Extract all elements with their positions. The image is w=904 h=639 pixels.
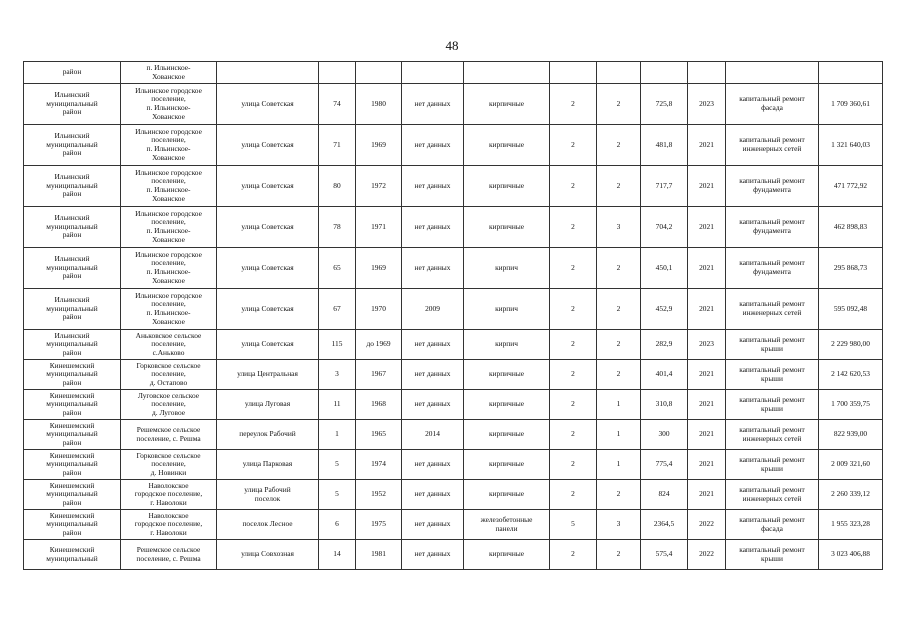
cell-cost: 595 092,48: [819, 289, 883, 330]
cell-overhaul-year: нет данных: [402, 510, 464, 540]
cell-district: район: [24, 62, 121, 84]
cell-area: 775,4: [641, 450, 688, 480]
cell-settlement: Ильинское городское поселение, п. Ильинское- Хованское: [121, 207, 217, 248]
table-row: [24, 420, 883, 450]
cell-entrances: 1: [597, 420, 641, 450]
cell-plan-year: 2021: [688, 390, 726, 420]
cell-settlement: Наволокское городское поселение, г. Наволоки: [121, 510, 217, 540]
cell-plan-year: 2021: [688, 480, 726, 510]
cell-plan-year: 2021: [688, 125, 726, 166]
cell-year-built: 1971: [356, 207, 402, 248]
cell-house: 71: [319, 125, 356, 166]
cell-cost: 1 709 360,61: [819, 84, 883, 125]
cell-cost: 462 898,83: [819, 207, 883, 248]
cell-area: 717,7: [641, 166, 688, 207]
cell-floors: 2: [550, 360, 597, 390]
cell-overhaul-year: 2014: [402, 420, 464, 450]
cell-area: 282,9: [641, 330, 688, 360]
cell-work: капитальный ремонт крыши: [726, 360, 819, 390]
cell-floors: 2: [550, 390, 597, 420]
cell-floors: 5: [550, 510, 597, 540]
cell-entrances: 2: [597, 360, 641, 390]
cell-street: улица Советская: [217, 166, 319, 207]
cell-floors: 2: [550, 289, 597, 330]
cell-house: 1: [319, 420, 356, 450]
cell-district: Кинешемский муниципальный: [24, 540, 121, 570]
table-row: [24, 248, 883, 289]
cell-settlement: Решемское сельское поселение, с. Решма: [121, 540, 217, 570]
table-row: [24, 330, 883, 360]
cell-year-built: 1972: [356, 166, 402, 207]
cell-floors: 2: [550, 420, 597, 450]
cell-work: капитальный ремонт инженерных сетей: [726, 480, 819, 510]
cell-house: 5: [319, 450, 356, 480]
cell-year-built: 1975: [356, 510, 402, 540]
cell-street: улица Совхозная: [217, 540, 319, 570]
cell-material: кирпич: [464, 248, 550, 289]
cell-settlement: Ильинское городское поселение, п. Ильинское- Хованское: [121, 166, 217, 207]
cell-house: 65: [319, 248, 356, 289]
cell-overhaul-year: нет данных: [402, 450, 464, 480]
cell-district: Ильинский муниципальный район: [24, 289, 121, 330]
cell-street: улица Советская: [217, 207, 319, 248]
cell-cost: 1 955 323,28: [819, 510, 883, 540]
cell-material: кирпичные: [464, 420, 550, 450]
cell-cost: [819, 62, 883, 84]
table-row: [24, 540, 883, 570]
table-row: [24, 166, 883, 207]
cell-year-built: 1965: [356, 420, 402, 450]
cell-year-built: 1969: [356, 125, 402, 166]
cell-area: 450,1: [641, 248, 688, 289]
cell-material: кирпич: [464, 330, 550, 360]
cell-entrances: 3: [597, 207, 641, 248]
cell-area: 725,8: [641, 84, 688, 125]
cell-settlement: Ильинское городское поселение, п. Ильинское- Хованское: [121, 125, 217, 166]
cell-year-built: 1967: [356, 360, 402, 390]
cell-area: 704,2: [641, 207, 688, 248]
cell-entrances: 2: [597, 480, 641, 510]
cell-district: Кинешемский муниципальный район: [24, 480, 121, 510]
cell-year-built: 1968: [356, 390, 402, 420]
cell-settlement: Решемское сельское поселение, с. Решма: [121, 420, 217, 450]
cell-cost: 3 023 406,88: [819, 540, 883, 570]
cell-material: кирпичные: [464, 540, 550, 570]
table-row: [24, 510, 883, 540]
cell-settlement: Луговское сельское поселение, д. Луговое: [121, 390, 217, 420]
cell-material: железобетонные панели: [464, 510, 550, 540]
cell-entrances: 2: [597, 289, 641, 330]
cell-district: Ильинский муниципальный район: [24, 125, 121, 166]
housing-repair-table: [23, 61, 883, 570]
cell-entrances: 1: [597, 390, 641, 420]
cell-settlement: Наволокское городское поселение, г. Наволоки: [121, 480, 217, 510]
cell-area: 300: [641, 420, 688, 450]
table-row: [24, 289, 883, 330]
cell-plan-year: 2021: [688, 289, 726, 330]
cell-overhaul-year: нет данных: [402, 166, 464, 207]
cell-floors: 2: [550, 84, 597, 125]
cell-cost: 2 260 339,12: [819, 480, 883, 510]
cell-material: кирпичные: [464, 84, 550, 125]
cell-overhaul-year: нет данных: [402, 84, 464, 125]
cell-house: 67: [319, 289, 356, 330]
cell-cost: 1 321 640,03: [819, 125, 883, 166]
cell-year-built: 1969: [356, 248, 402, 289]
cell-entrances: 2: [597, 166, 641, 207]
cell-overhaul-year: нет данных: [402, 248, 464, 289]
cell-floors: 2: [550, 207, 597, 248]
cell-work: капитальный ремонт фасада: [726, 510, 819, 540]
cell-overhaul-year: нет данных: [402, 480, 464, 510]
cell-overhaul-year: нет данных: [402, 390, 464, 420]
cell-entrances: [597, 62, 641, 84]
table-row: [24, 360, 883, 390]
cell-house: 11: [319, 390, 356, 420]
cell-plan-year: 2021: [688, 360, 726, 390]
cell-work: капитальный ремонт фундамента: [726, 248, 819, 289]
cell-material: кирпичные: [464, 450, 550, 480]
cell-street: поселок Лесное: [217, 510, 319, 540]
cell-house: 78: [319, 207, 356, 248]
cell-district: Кинешемский муниципальный район: [24, 450, 121, 480]
cell-entrances: 3: [597, 510, 641, 540]
cell-overhaul-year: нет данных: [402, 330, 464, 360]
cell-plan-year: [688, 62, 726, 84]
cell-area: 575,4: [641, 540, 688, 570]
cell-entrances: 2: [597, 330, 641, 360]
cell-area: 452,9: [641, 289, 688, 330]
cell-entrances: 2: [597, 125, 641, 166]
cell-work: капитальный ремонт инженерных сетей: [726, 420, 819, 450]
cell-cost: 1 700 359,75: [819, 390, 883, 420]
cell-settlement: Ильинское городское поселение, п. Ильинское- Хованское: [121, 289, 217, 330]
cell-plan-year: 2023: [688, 84, 726, 125]
cell-overhaul-year: 2009: [402, 289, 464, 330]
cell-plan-year: 2021: [688, 248, 726, 289]
table-row: [24, 480, 883, 510]
cell-overhaul-year: нет данных: [402, 540, 464, 570]
cell-material: кирпичные: [464, 125, 550, 166]
cell-year-built: 1952: [356, 480, 402, 510]
cell-cost: 822 939,00: [819, 420, 883, 450]
cell-settlement: Ильинское городское поселение, п. Ильинское- Хованское: [121, 248, 217, 289]
cell-plan-year: 2022: [688, 510, 726, 540]
cell-overhaul-year: [402, 62, 464, 84]
cell-floors: 2: [550, 248, 597, 289]
cell-settlement: Ильинское городское поселение, п. Ильинское- Хованское: [121, 84, 217, 125]
cell-street: улица Рабочий поселок: [217, 480, 319, 510]
cell-district: Кинешемский муниципальный район: [24, 510, 121, 540]
cell-district: Ильинский муниципальный район: [24, 166, 121, 207]
cell-area: 824: [641, 480, 688, 510]
cell-district: Кинешемский муниципальный район: [24, 360, 121, 390]
cell-floors: 2: [550, 480, 597, 510]
cell-cost: 2 142 620,53: [819, 360, 883, 390]
cell-material: [464, 62, 550, 84]
cell-street: улица Советская: [217, 125, 319, 166]
cell-work: капитальный ремонт крыши: [726, 540, 819, 570]
cell-floors: [550, 62, 597, 84]
cell-floors: 2: [550, 166, 597, 207]
cell-entrances: 2: [597, 540, 641, 570]
table-row: [24, 450, 883, 480]
cell-cost: 2 229 980,00: [819, 330, 883, 360]
cell-cost: 295 868,73: [819, 248, 883, 289]
page-number: 48: [445, 38, 459, 53]
cell-street: улица Парковая: [217, 450, 319, 480]
cell-area: 310,8: [641, 390, 688, 420]
cell-plan-year: 2021: [688, 166, 726, 207]
cell-cost: 471 772,92: [819, 166, 883, 207]
cell-area: 481,8: [641, 125, 688, 166]
cell-district: Ильинский муниципальный район: [24, 207, 121, 248]
cell-street: переулок Рабочий: [217, 420, 319, 450]
table-row: [24, 390, 883, 420]
cell-material: кирпичные: [464, 360, 550, 390]
cell-house: 80: [319, 166, 356, 207]
cell-year-built: до 1969: [356, 330, 402, 360]
cell-settlement: Горковское сельское поселение, д. Новинки: [121, 450, 217, 480]
cell-material: кирпичные: [464, 207, 550, 248]
cell-street: [217, 62, 319, 84]
cell-plan-year: 2021: [688, 450, 726, 480]
cell-entrances: 1: [597, 450, 641, 480]
cell-house: [319, 62, 356, 84]
cell-work: капитальный ремонт фасада: [726, 84, 819, 125]
cell-street: улица Советская: [217, 248, 319, 289]
cell-plan-year: 2021: [688, 420, 726, 450]
cell-material: кирпичные: [464, 166, 550, 207]
cell-house: 5: [319, 480, 356, 510]
cell-settlement: п. Ильинское- Хованское: [121, 62, 217, 84]
cell-district: Ильинский муниципальный район: [24, 330, 121, 360]
table-row: [24, 62, 883, 84]
cell-street: улица Луговая: [217, 390, 319, 420]
cell-overhaul-year: нет данных: [402, 207, 464, 248]
cell-overhaul-year: нет данных: [402, 360, 464, 390]
cell-settlement: Горковское сельское поселение, д. Остапово: [121, 360, 217, 390]
cell-work: капитальный ремонт крыши: [726, 330, 819, 360]
cell-settlement: Аньковское сельское поселение, с.Аньково: [121, 330, 217, 360]
table-row: [24, 84, 883, 125]
cell-floors: 2: [550, 125, 597, 166]
cell-district: Ильинский муниципальный район: [24, 248, 121, 289]
cell-year-built: 1974: [356, 450, 402, 480]
cell-work: капитальный ремонт фундамента: [726, 166, 819, 207]
cell-cost: 2 009 321,60: [819, 450, 883, 480]
cell-year-built: 1980: [356, 84, 402, 125]
cell-floors: 2: [550, 540, 597, 570]
cell-area: 401,4: [641, 360, 688, 390]
cell-material: кирпич: [464, 289, 550, 330]
cell-area: [641, 62, 688, 84]
table-row: [24, 207, 883, 248]
table-row: [24, 125, 883, 166]
cell-year-built: [356, 62, 402, 84]
cell-street: улица Советская: [217, 84, 319, 125]
cell-house: 6: [319, 510, 356, 540]
cell-floors: 2: [550, 330, 597, 360]
cell-plan-year: 2022: [688, 540, 726, 570]
cell-material: кирпичные: [464, 480, 550, 510]
cell-year-built: 1981: [356, 540, 402, 570]
cell-work: капитальный ремонт инженерных сетей: [726, 125, 819, 166]
cell-work: капитальный ремонт крыши: [726, 450, 819, 480]
cell-floors: 2: [550, 450, 597, 480]
cell-house: 74: [319, 84, 356, 125]
cell-plan-year: 2021: [688, 207, 726, 248]
cell-overhaul-year: нет данных: [402, 125, 464, 166]
cell-work: капитальный ремонт инженерных сетей: [726, 289, 819, 330]
cell-district: Кинешемский муниципальный район: [24, 420, 121, 450]
cell-entrances: 2: [597, 84, 641, 125]
cell-street: улица Советская: [217, 289, 319, 330]
cell-house: 14: [319, 540, 356, 570]
cell-year-built: 1970: [356, 289, 402, 330]
cell-work: капитальный ремонт крыши: [726, 390, 819, 420]
cell-area: 2364,5: [641, 510, 688, 540]
cell-work: капитальный ремонт фундамента: [726, 207, 819, 248]
cell-street: улица Центральная: [217, 360, 319, 390]
cell-house: 115: [319, 330, 356, 360]
cell-house: 3: [319, 360, 356, 390]
cell-entrances: 2: [597, 248, 641, 289]
cell-material: кирпичные: [464, 390, 550, 420]
cell-street: улица Советская: [217, 330, 319, 360]
cell-district: Ильинский муниципальный район: [24, 84, 121, 125]
cell-district: Кинешемский муниципальный район: [24, 390, 121, 420]
cell-plan-year: 2023: [688, 330, 726, 360]
cell-work: [726, 62, 819, 84]
